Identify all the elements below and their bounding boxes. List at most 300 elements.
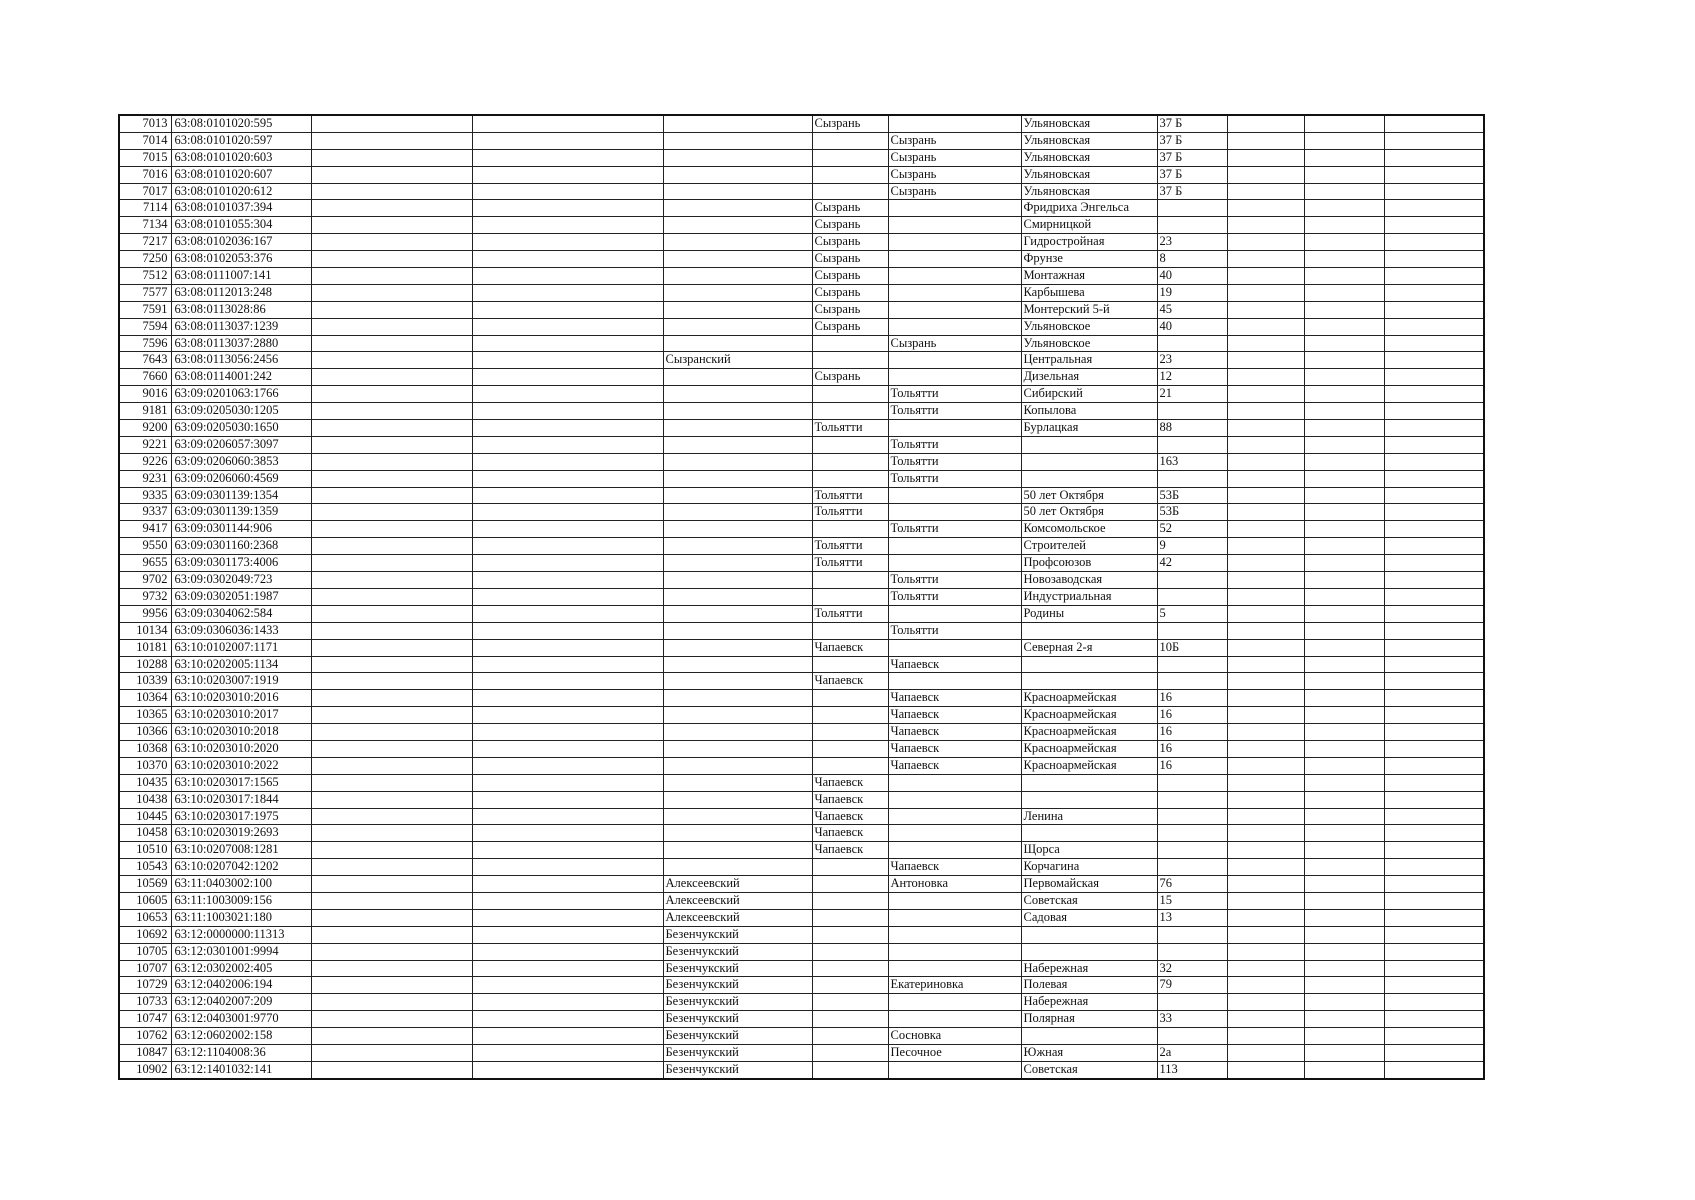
empty-cell-b <box>472 284 663 301</box>
empty-cell-a <box>311 588 472 605</box>
street-cell: Комсомольское <box>1021 521 1157 538</box>
street-cell: Полярная <box>1021 1011 1157 1028</box>
empty-cell-b <box>472 740 663 757</box>
row-number-cell: 7134 <box>119 217 171 234</box>
empty-cell-b <box>472 588 663 605</box>
empty-cell-b <box>472 1011 663 1028</box>
row-number-cell: 10438 <box>119 791 171 808</box>
cadastral-number-cell: 63:09:0301139:1359 <box>171 504 311 521</box>
settlement-cell: Чапаевск <box>888 757 1021 774</box>
table-row <box>119 605 1484 622</box>
table-row <box>119 1028 1484 1045</box>
district-cell <box>663 200 812 217</box>
row-number-cell: 7250 <box>119 251 171 268</box>
empty-cell-b <box>472 420 663 437</box>
city-cell <box>812 977 888 994</box>
empty-cell-e <box>1384 1044 1484 1061</box>
street-cell <box>1021 436 1157 453</box>
cadastral-number-cell: 63:11:0403002:100 <box>171 876 311 893</box>
empty-cell-a <box>311 656 472 673</box>
empty-cell-d <box>1304 538 1384 555</box>
settlement-cell <box>888 673 1021 690</box>
cadastral-number-cell: 63:08:0101020:595 <box>171 115 311 132</box>
empty-cell-a <box>311 926 472 943</box>
house-number-cell <box>1157 774 1227 791</box>
empty-cell-e <box>1384 909 1484 926</box>
settlement-cell: Тольятти <box>888 470 1021 487</box>
settlement-cell: Тольятти <box>888 572 1021 589</box>
empty-cell-c <box>1227 673 1304 690</box>
district-cell <box>663 217 812 234</box>
empty-cell-a <box>311 386 472 403</box>
row-number-cell: 10339 <box>119 673 171 690</box>
table-row <box>119 740 1484 757</box>
settlement-cell <box>888 217 1021 234</box>
street-cell <box>1021 453 1157 470</box>
empty-cell-e <box>1384 470 1484 487</box>
table-row <box>119 420 1484 437</box>
empty-cell-e <box>1384 352 1484 369</box>
table-row <box>119 436 1484 453</box>
empty-cell-b <box>472 960 663 977</box>
city-cell: Сызрань <box>812 284 888 301</box>
empty-cell-d <box>1304 183 1384 200</box>
row-number-cell: 7014 <box>119 132 171 149</box>
cadastral-number-cell: 63:09:0205030:1205 <box>171 403 311 420</box>
city-cell <box>812 757 888 774</box>
house-number-cell: 13 <box>1157 909 1227 926</box>
empty-cell-a <box>311 622 472 639</box>
city-cell <box>812 994 888 1011</box>
row-number-cell: 7017 <box>119 183 171 200</box>
row-number-cell: 10705 <box>119 943 171 960</box>
street-cell: Родины <box>1021 605 1157 622</box>
house-number-cell <box>1157 656 1227 673</box>
house-number-cell: 33 <box>1157 1011 1227 1028</box>
house-number-cell: 10Б <box>1157 639 1227 656</box>
empty-cell-b <box>472 791 663 808</box>
settlement-cell <box>888 284 1021 301</box>
table-row <box>119 774 1484 791</box>
empty-cell-d <box>1304 740 1384 757</box>
cadastral-number-cell: 63:08:0101020:597 <box>171 132 311 149</box>
empty-cell-c <box>1227 284 1304 301</box>
city-cell <box>812 707 888 724</box>
settlement-cell <box>888 774 1021 791</box>
empty-cell-b <box>472 504 663 521</box>
row-number-cell: 7643 <box>119 352 171 369</box>
empty-cell-d <box>1304 335 1384 352</box>
row-number-cell: 9655 <box>119 555 171 572</box>
city-cell <box>812 740 888 757</box>
empty-cell-d <box>1304 605 1384 622</box>
city-cell <box>812 876 888 893</box>
empty-cell-c <box>1227 234 1304 251</box>
cadastral-number-cell: 63:10:0203017:1975 <box>171 808 311 825</box>
table-row <box>119 453 1484 470</box>
district-cell <box>663 605 812 622</box>
empty-cell-b <box>472 149 663 166</box>
city-cell <box>812 690 888 707</box>
cadastral-number-cell: 63:11:1003021:180 <box>171 909 311 926</box>
settlement-cell <box>888 555 1021 572</box>
street-cell: Ульяновская <box>1021 149 1157 166</box>
empty-cell-d <box>1304 1061 1384 1078</box>
cadastral-number-cell: 63:08:0111007:141 <box>171 268 311 285</box>
house-number-cell: 37 Б <box>1157 115 1227 132</box>
settlement-cell: Чапаевск <box>888 859 1021 876</box>
district-cell <box>663 166 812 183</box>
city-cell <box>812 960 888 977</box>
empty-cell-b <box>472 892 663 909</box>
row-number-cell: 9016 <box>119 386 171 403</box>
empty-cell-c <box>1227 588 1304 605</box>
street-cell: Полевая <box>1021 977 1157 994</box>
empty-cell-b <box>472 909 663 926</box>
house-number-cell <box>1157 436 1227 453</box>
cadastral-number-cell: 63:08:0101020:603 <box>171 149 311 166</box>
street-cell: Монтерский 5-й <box>1021 301 1157 318</box>
street-cell <box>1021 622 1157 639</box>
table-row <box>119 757 1484 774</box>
district-cell: Безенчукский <box>663 960 812 977</box>
empty-cell-c <box>1227 352 1304 369</box>
empty-cell-e <box>1384 926 1484 943</box>
empty-cell-e <box>1384 791 1484 808</box>
district-cell <box>663 132 812 149</box>
settlement-cell <box>888 251 1021 268</box>
street-cell: Ульяновская <box>1021 115 1157 132</box>
empty-cell-c <box>1227 115 1304 132</box>
table-row <box>119 1061 1484 1078</box>
table-row <box>119 656 1484 673</box>
empty-cell-e <box>1384 859 1484 876</box>
empty-cell-a <box>311 1044 472 1061</box>
empty-cell-d <box>1304 301 1384 318</box>
empty-cell-c <box>1227 774 1304 791</box>
city-cell <box>812 1011 888 1028</box>
empty-cell-c <box>1227 200 1304 217</box>
row-number-cell: 10181 <box>119 639 171 656</box>
empty-cell-a <box>311 994 472 1011</box>
empty-cell-a <box>311 369 472 386</box>
empty-cell-d <box>1304 707 1384 724</box>
row-number-cell: 10692 <box>119 926 171 943</box>
house-number-cell <box>1157 994 1227 1011</box>
street-cell: Профсоюзов <box>1021 555 1157 572</box>
street-cell: Центральная <box>1021 352 1157 369</box>
empty-cell-e <box>1384 335 1484 352</box>
empty-cell-d <box>1304 926 1384 943</box>
settlement-cell <box>888 234 1021 251</box>
street-cell: Гидростройная <box>1021 234 1157 251</box>
empty-cell-a <box>311 724 472 741</box>
table-row <box>119 1044 1484 1061</box>
empty-cell-a <box>311 555 472 572</box>
house-number-cell <box>1157 1028 1227 1045</box>
empty-cell-d <box>1304 977 1384 994</box>
empty-cell-d <box>1304 774 1384 791</box>
empty-cell-c <box>1227 572 1304 589</box>
house-number-cell: 23 <box>1157 234 1227 251</box>
table-row <box>119 200 1484 217</box>
table-row <box>119 724 1484 741</box>
cadastral-number-cell: 63:12:0602002:158 <box>171 1028 311 1045</box>
empty-cell-c <box>1227 791 1304 808</box>
settlement-cell: Тольятти <box>888 386 1021 403</box>
district-cell <box>663 724 812 741</box>
city-cell <box>812 572 888 589</box>
table-row <box>119 555 1484 572</box>
row-number-cell: 10729 <box>119 977 171 994</box>
empty-cell-b <box>472 876 663 893</box>
row-number-cell: 10435 <box>119 774 171 791</box>
street-cell: Красноармейская <box>1021 740 1157 757</box>
empty-cell-b <box>472 1061 663 1078</box>
empty-cell-e <box>1384 453 1484 470</box>
house-number-cell: 16 <box>1157 707 1227 724</box>
empty-cell-d <box>1304 234 1384 251</box>
empty-cell-c <box>1227 251 1304 268</box>
empty-cell-a <box>311 504 472 521</box>
empty-cell-c <box>1227 808 1304 825</box>
empty-cell-e <box>1384 960 1484 977</box>
district-cell <box>663 842 812 859</box>
empty-cell-e <box>1384 132 1484 149</box>
empty-cell-d <box>1304 724 1384 741</box>
empty-cell-e <box>1384 234 1484 251</box>
empty-cell-d <box>1304 200 1384 217</box>
empty-cell-d <box>1304 673 1384 690</box>
empty-cell-d <box>1304 876 1384 893</box>
district-cell <box>663 251 812 268</box>
district-cell: Алексеевский <box>663 909 812 926</box>
row-number-cell: 10134 <box>119 622 171 639</box>
table-row <box>119 791 1484 808</box>
empty-cell-d <box>1304 386 1384 403</box>
empty-cell-d <box>1304 572 1384 589</box>
empty-cell-a <box>311 977 472 994</box>
house-number-cell: 45 <box>1157 301 1227 318</box>
empty-cell-a <box>311 842 472 859</box>
house-number-cell: 16 <box>1157 724 1227 741</box>
city-cell <box>812 1028 888 1045</box>
empty-cell-a <box>311 335 472 352</box>
street-cell: Монтажная <box>1021 268 1157 285</box>
street-cell: Фридриха Энгельса <box>1021 200 1157 217</box>
district-cell <box>663 521 812 538</box>
table-row <box>119 943 1484 960</box>
empty-cell-d <box>1304 487 1384 504</box>
row-number-cell: 9417 <box>119 521 171 538</box>
district-cell: Алексеевский <box>663 892 812 909</box>
empty-cell-c <box>1227 369 1304 386</box>
street-cell: Красноармейская <box>1021 757 1157 774</box>
empty-cell-c <box>1227 859 1304 876</box>
empty-cell-a <box>311 436 472 453</box>
row-number-cell: 9226 <box>119 453 171 470</box>
empty-cell-c <box>1227 876 1304 893</box>
table-row <box>119 386 1484 403</box>
empty-cell-b <box>472 301 663 318</box>
street-cell: Набережная <box>1021 994 1157 1011</box>
table-row <box>119 487 1484 504</box>
row-number-cell: 10364 <box>119 690 171 707</box>
row-number-cell: 7577 <box>119 284 171 301</box>
cadastral-number-cell: 63:12:1104008:36 <box>171 1044 311 1061</box>
house-number-cell: 79 <box>1157 977 1227 994</box>
row-number-cell: 10653 <box>119 909 171 926</box>
empty-cell-d <box>1304 217 1384 234</box>
empty-cell-a <box>311 183 472 200</box>
empty-cell-e <box>1384 605 1484 622</box>
house-number-cell: 37 Б <box>1157 166 1227 183</box>
empty-cell-e <box>1384 149 1484 166</box>
street-cell: Набережная <box>1021 960 1157 977</box>
house-number-cell <box>1157 842 1227 859</box>
street-cell <box>1021 774 1157 791</box>
district-cell <box>663 369 812 386</box>
row-number-cell: 7596 <box>119 335 171 352</box>
street-cell <box>1021 791 1157 808</box>
empty-cell-b <box>472 200 663 217</box>
cadastral-number-cell: 63:08:0101037:394 <box>171 200 311 217</box>
house-number-cell: 8 <box>1157 251 1227 268</box>
empty-cell-a <box>311 251 472 268</box>
street-cell: Садовая <box>1021 909 1157 926</box>
empty-cell-e <box>1384 538 1484 555</box>
empty-cell-d <box>1304 420 1384 437</box>
settlement-cell: Чапаевск <box>888 707 1021 724</box>
settlement-cell: Антоновка <box>888 876 1021 893</box>
district-cell <box>663 386 812 403</box>
street-cell <box>1021 470 1157 487</box>
settlement-cell <box>888 268 1021 285</box>
empty-cell-d <box>1304 1028 1384 1045</box>
city-cell: Чапаевск <box>812 639 888 656</box>
city-cell <box>812 926 888 943</box>
row-number-cell: 7013 <box>119 115 171 132</box>
cadastral-number-cell: 63:08:0113028:86 <box>171 301 311 318</box>
empty-cell-e <box>1384 1061 1484 1078</box>
empty-cell-d <box>1304 960 1384 977</box>
empty-cell-c <box>1227 318 1304 335</box>
empty-cell-b <box>472 115 663 132</box>
street-cell: Северная 2-я <box>1021 639 1157 656</box>
row-number-cell: 9337 <box>119 504 171 521</box>
empty-cell-a <box>311 757 472 774</box>
table-row <box>119 301 1484 318</box>
cadastral-number-cell: 63:12:0301001:9994 <box>171 943 311 960</box>
empty-cell-e <box>1384 572 1484 589</box>
empty-cell-e <box>1384 268 1484 285</box>
table-row <box>119 842 1484 859</box>
city-cell: Чапаевск <box>812 808 888 825</box>
empty-cell-b <box>472 859 663 876</box>
table-row <box>119 166 1484 183</box>
cadastral-number-cell: 63:12:0402007:209 <box>171 994 311 1011</box>
district-cell <box>663 268 812 285</box>
street-cell: 50 лет Октября <box>1021 487 1157 504</box>
district-cell <box>663 825 812 842</box>
empty-cell-b <box>472 183 663 200</box>
empty-cell-a <box>311 639 472 656</box>
district-cell <box>663 183 812 200</box>
row-number-cell: 9231 <box>119 470 171 487</box>
street-cell: Красноармейская <box>1021 707 1157 724</box>
city-cell <box>812 132 888 149</box>
settlement-cell: Сосновка <box>888 1028 1021 1045</box>
cadastral-number-cell: 63:12:0000000:11313 <box>171 926 311 943</box>
table-row <box>119 639 1484 656</box>
empty-cell-c <box>1227 1028 1304 1045</box>
empty-cell-d <box>1304 994 1384 1011</box>
house-number-cell <box>1157 622 1227 639</box>
street-cell: Индустриальная <box>1021 588 1157 605</box>
cadastral-number-cell: 63:08:0113037:2880 <box>171 335 311 352</box>
cadastral-number-cell: 63:10:0102007:1171 <box>171 639 311 656</box>
table-row <box>119 622 1484 639</box>
row-number-cell: 10733 <box>119 994 171 1011</box>
empty-cell-d <box>1304 690 1384 707</box>
district-cell <box>663 504 812 521</box>
table-row <box>119 808 1484 825</box>
city-cell: Тольятти <box>812 487 888 504</box>
empty-cell-c <box>1227 909 1304 926</box>
house-number-cell <box>1157 470 1227 487</box>
empty-cell-c <box>1227 724 1304 741</box>
district-cell <box>663 859 812 876</box>
district-cell <box>663 757 812 774</box>
cadastral-number-cell: 63:10:0207008:1281 <box>171 842 311 859</box>
row-number-cell: 9221 <box>119 436 171 453</box>
empty-cell-a <box>311 470 472 487</box>
row-number-cell: 10510 <box>119 842 171 859</box>
settlement-cell <box>888 301 1021 318</box>
house-number-cell <box>1157 572 1227 589</box>
empty-cell-d <box>1304 808 1384 825</box>
house-number-cell: 5 <box>1157 605 1227 622</box>
house-number-cell: 40 <box>1157 318 1227 335</box>
row-number-cell: 10543 <box>119 859 171 876</box>
cadastral-number-cell: 63:08:0113056:2456 <box>171 352 311 369</box>
house-number-cell: 42 <box>1157 555 1227 572</box>
empty-cell-e <box>1384 521 1484 538</box>
empty-cell-a <box>311 825 472 842</box>
street-cell: Южная <box>1021 1044 1157 1061</box>
district-cell <box>663 808 812 825</box>
empty-cell-a <box>311 318 472 335</box>
house-number-cell <box>1157 673 1227 690</box>
empty-cell-a <box>311 115 472 132</box>
empty-cell-d <box>1304 1011 1384 1028</box>
house-number-cell: 32 <box>1157 960 1227 977</box>
empty-cell-b <box>472 555 663 572</box>
table-row <box>119 859 1484 876</box>
table-row <box>119 251 1484 268</box>
table-row <box>119 234 1484 251</box>
empty-cell-d <box>1304 859 1384 876</box>
empty-cell-e <box>1384 1011 1484 1028</box>
cadastral-number-cell: 63:10:0203010:2016 <box>171 690 311 707</box>
table-row <box>119 504 1484 521</box>
table-row <box>119 707 1484 724</box>
row-number-cell: 10902 <box>119 1061 171 1078</box>
cadastral-number-cell: 63:09:0301139:1354 <box>171 487 311 504</box>
empty-cell-c <box>1227 605 1304 622</box>
table-row <box>119 352 1484 369</box>
district-cell: Безенчукский <box>663 926 812 943</box>
